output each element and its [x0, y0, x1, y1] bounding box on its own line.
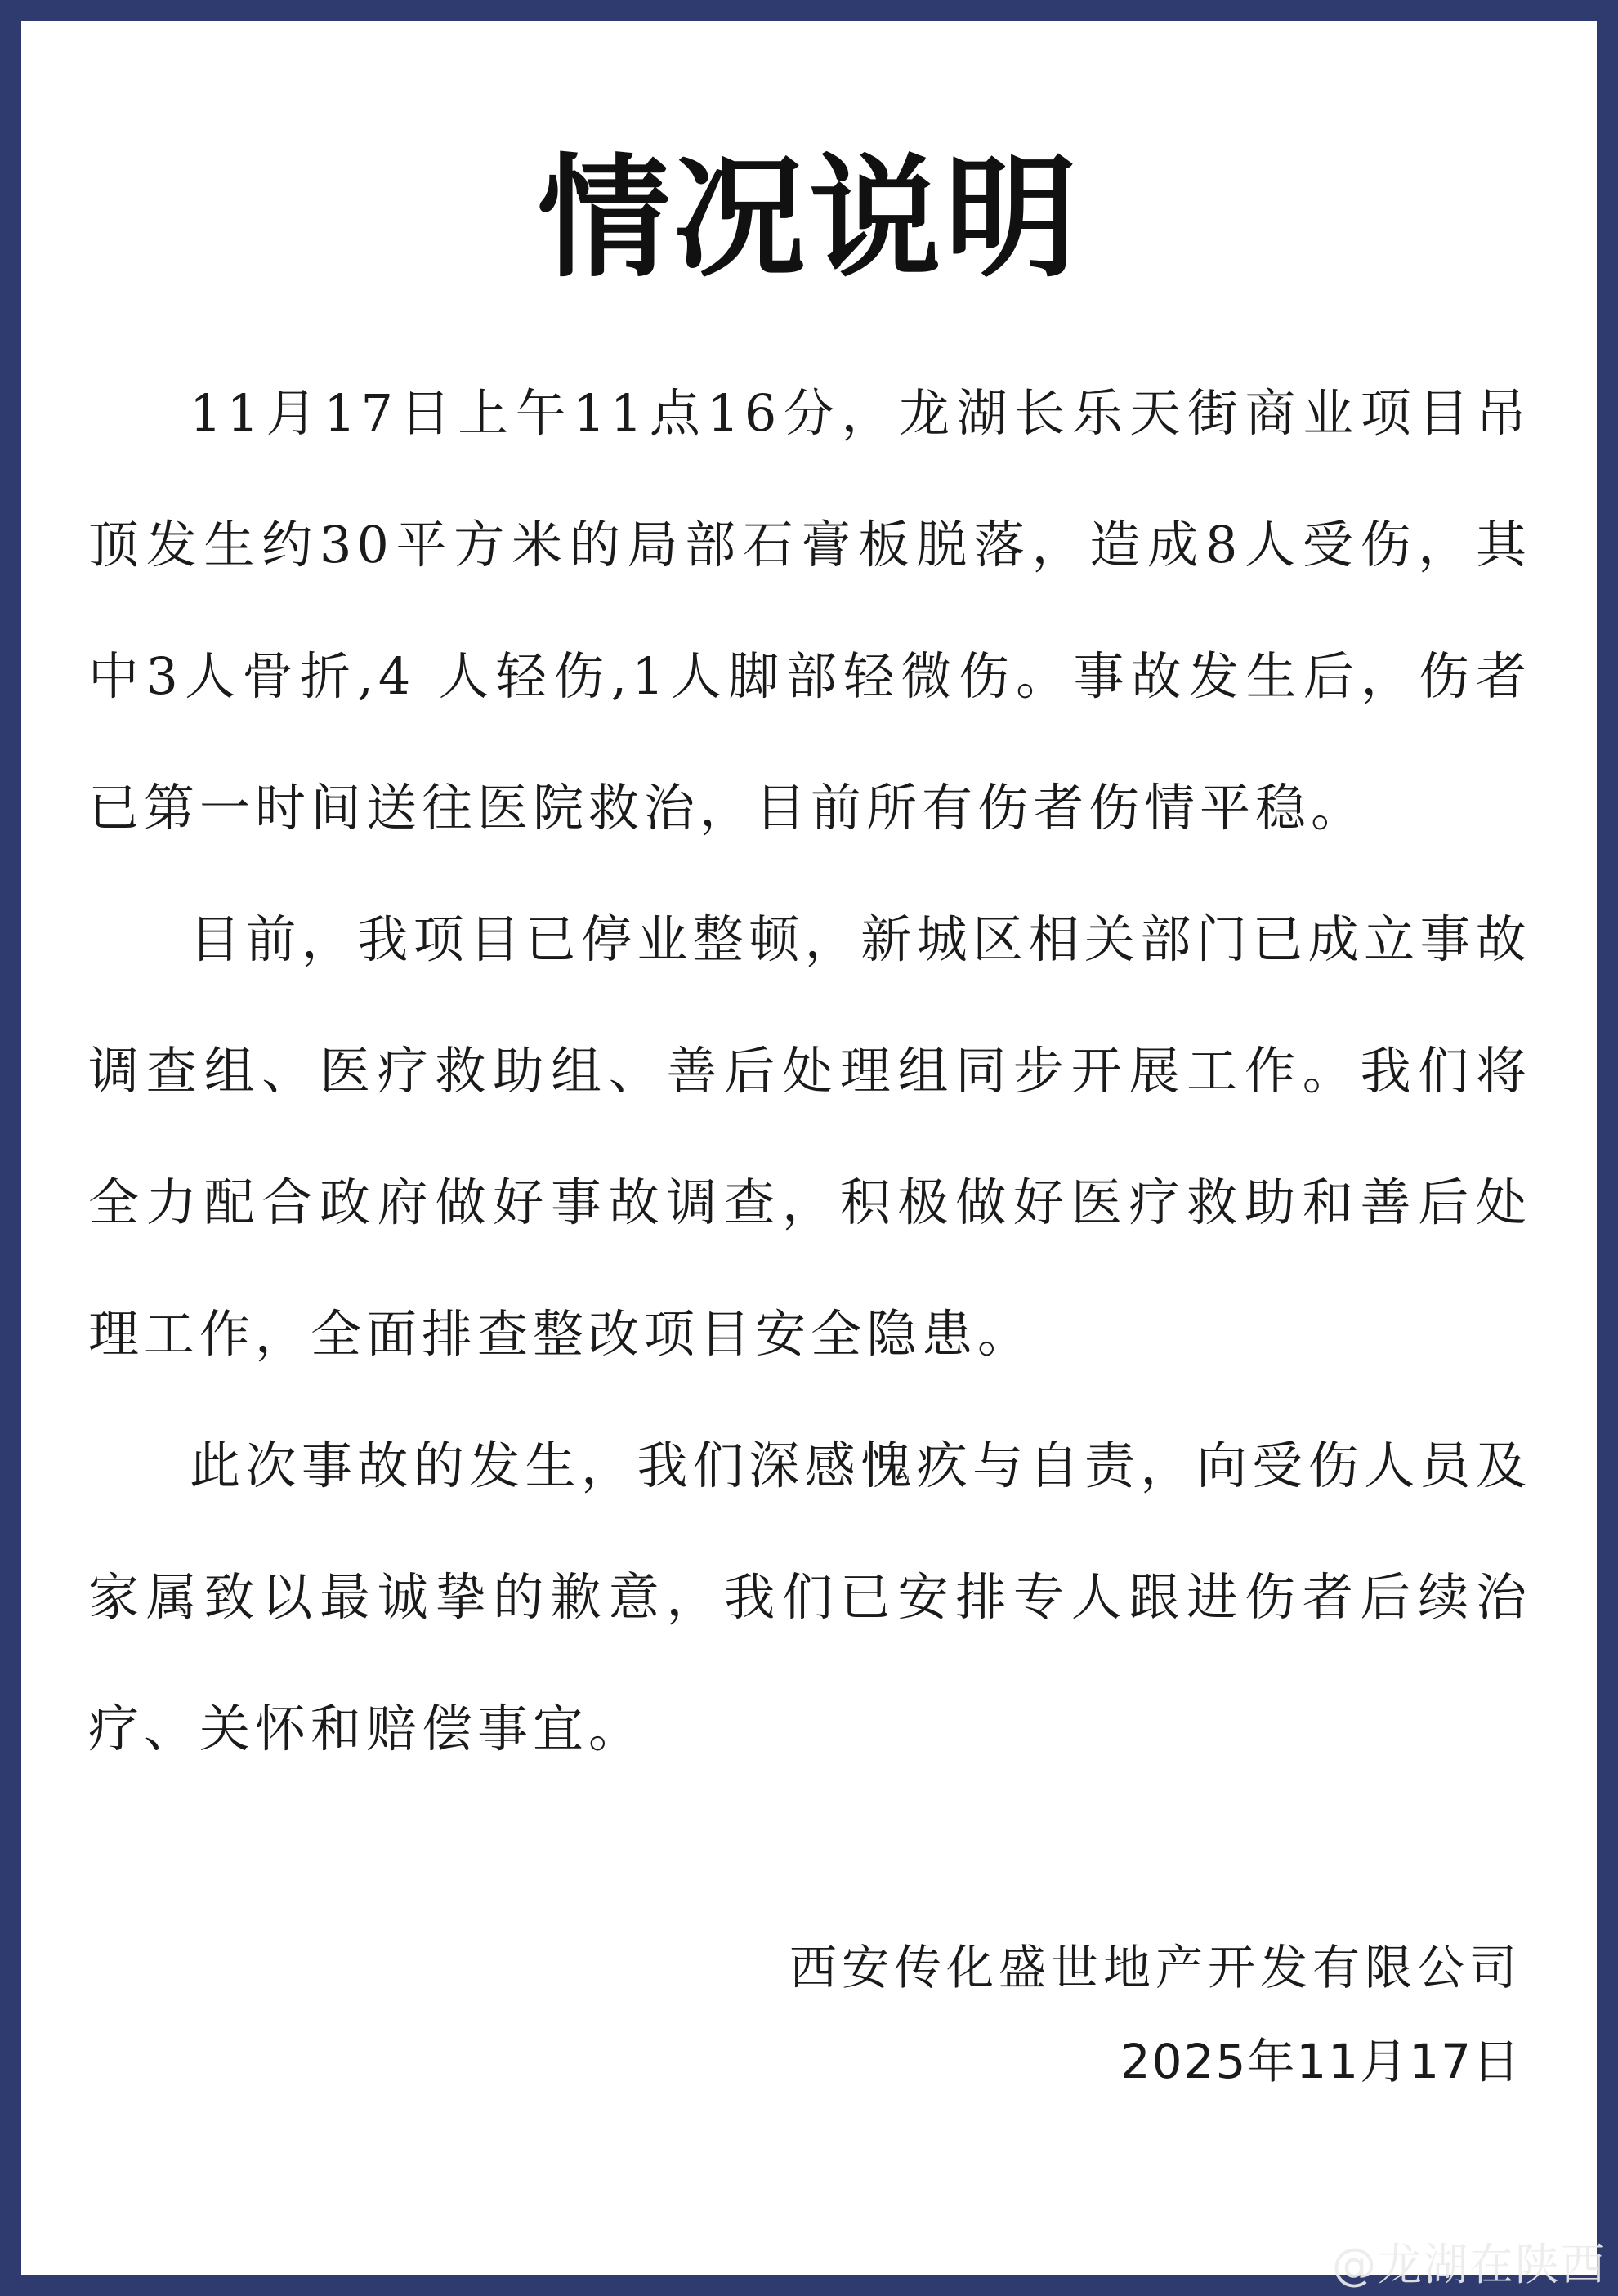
document-title: 情况说明 — [538, 142, 1080, 296]
signature-company: 西安传化盛世地产开发有限公司 — [789, 1940, 1522, 1995]
weibo-watermark: @龙湖在陕西 — [1332, 2239, 1607, 2290]
signature-date: 2025年11月17日 — [1120, 2034, 1522, 2089]
paragraph-1: 11月17日上午11点16分，龙湖长乐天街商业项目吊顶发生约30平方米的局部石膏板脱落，造成8人受伤，其中3人骨折,4 人轻伤,1人脚部轻微伤。事故发生后，伤者已第一时间送往医院救治，目前所有伤者伤情平稳。 — [88, 383, 1531, 838]
paragraph-3: 此次事故的发生，我们深感愧疚与自责，向受伤人员及家属致以最诚挚的歉意，我们已安排专人跟进伤者后续治疗、关怀和赔偿事宜。 — [88, 1436, 1531, 1758]
paragraph-2: 目前，我项目已停业整顿，新城区相关部门已成立事故调查组、医疗救助组、善后处理组同步开展工作。我们将全力配合政府做好事故调查，积极做好医疗救助和善后处理工作，全面排查整改项目安全隐患。 — [88, 909, 1531, 1364]
signature-block — [789, 1927, 1522, 2115]
document-body — [88, 347, 1531, 1794]
